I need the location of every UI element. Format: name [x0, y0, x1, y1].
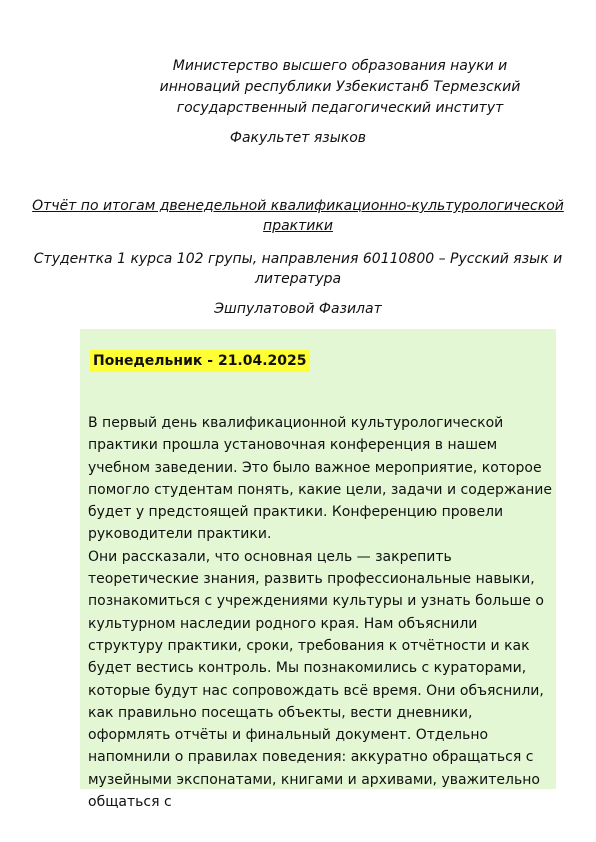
- faculty-name: Факультет языков: [229, 130, 367, 146]
- student-info: Студентка 1 курса 102 групы, направления 60110800 – Русский язык и литература: [33, 251, 563, 287]
- report-title: Отчёт по итогам двенедельной квалификационно-культурологической практики: [32, 198, 564, 234]
- day-heading: Понедельник - 21.04.2025: [90, 350, 310, 372]
- document-header: [0, 56, 596, 119]
- diary-entry-text: [88, 412, 556, 813]
- paragraph-1: В первый день квалификационной культурологической практики прошла установочная конференция в нашем учебном заведении. Это было важное мероприятие, которое помогло студентам понять, какие цели, задачи и содержание будет у предстоящей практики. Конференцию провели руководители практики.: [88, 415, 552, 543]
- paragraph-2: Они рассказали, что основная цель — закрепить теоретические знания, развить профессиональные навыки, познакомиться с учреждениями культуры и узнать больше о культурном наследии родного края. Нам объяснили структуру практики, сроки, требования к отчётности и как будет вестись контроль. Мы познакомились с кураторами, которые будут нас сопровождать всё время. Они объяснили, как правильно посещать объекты, вести дневники, оформлять отчёты и финальный документ. Отдельно напомнили о правилах поведения: аккуратно обращаться с музейными экспонатами, книгами и архивами, уважительно общаться с: [88, 548, 544, 811]
- ministry-title: Министерство высшего образования науки и инноваций республики Узбекистанб Термезский государственный педагогический институт: [159, 58, 521, 116]
- student-name: Эшпулатовой Фазилат: [214, 301, 382, 317]
